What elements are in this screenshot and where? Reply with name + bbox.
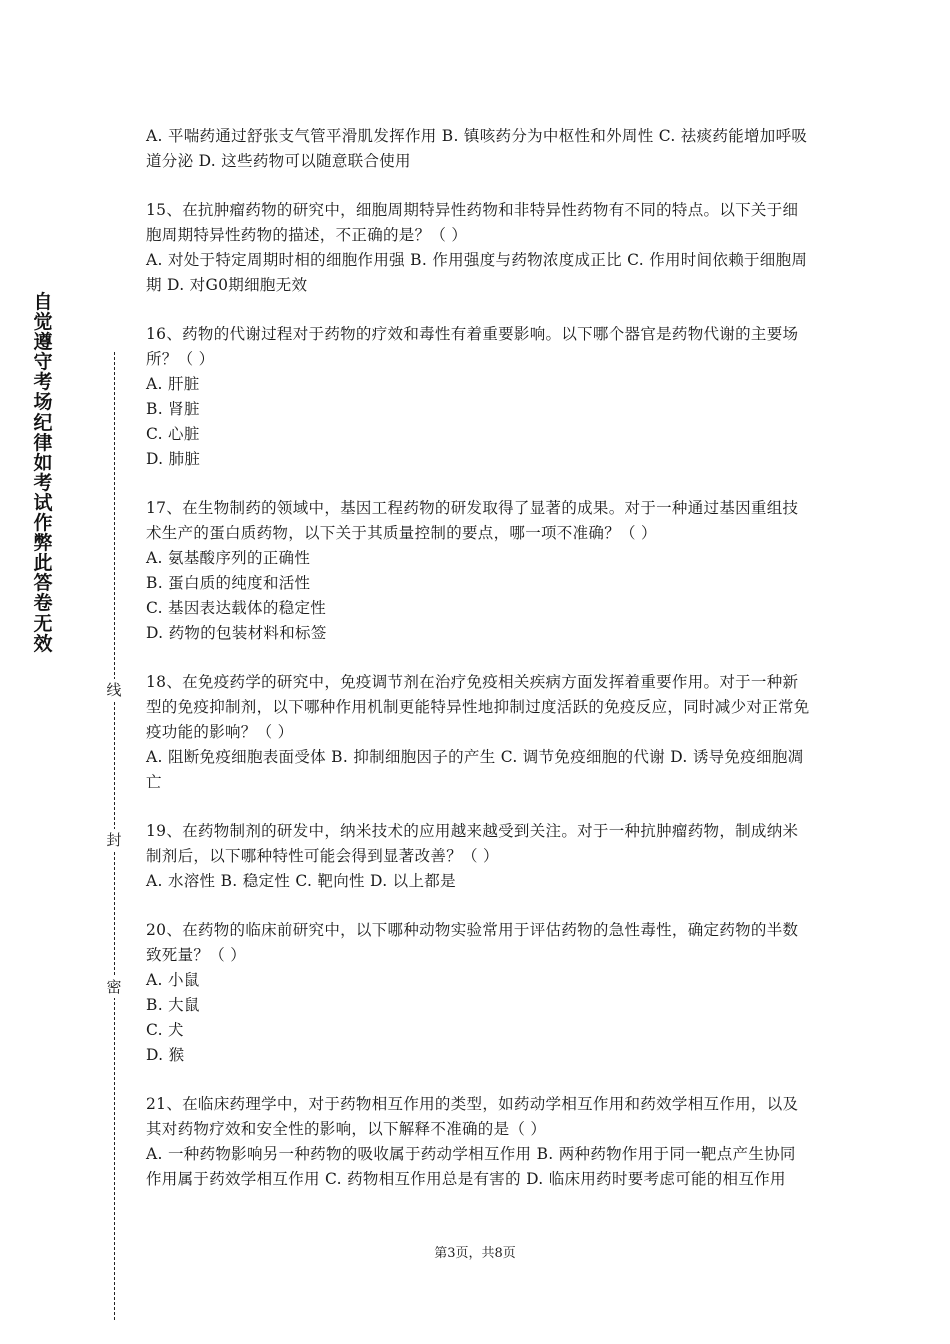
exam-content — [146, 124, 810, 1216]
option-c: C. 基因表达载体的稳定性 — [146, 599, 327, 617]
side-warning-char: 守 — [33, 351, 53, 374]
side-warning-char: 试 — [33, 491, 53, 514]
question-21 — [146, 1092, 810, 1192]
option-d: D. 药物的包装材料和标签 — [146, 624, 327, 642]
carryover-options: A. 平喘药通过舒张支气管平滑肌发挥作用 B. 镇咳药分为中枢性和外周性 C. 祛痰药能增加呼吸道分泌 D. 这些药物可以随意联合使用 — [146, 127, 808, 170]
question-options-inline: A. 对处于特定周期时相的细胞作用强 B. 作用强度与药物浓度成正比 C. 作用时间依赖于细胞周期 D. 对G0期细胞无效 — [146, 251, 808, 294]
side-warning-char: 卷 — [33, 592, 53, 615]
question-stem: 21、在临床药理学中，对于药物相互作用的类型，如药动学相互作用和药效学相互作用，以及其对药物疗效和安全性的影响，以下解释不准确的是（ ） — [146, 1095, 799, 1138]
question-18 — [146, 670, 810, 795]
question-17 — [146, 496, 810, 646]
side-warning-char: 弊 — [33, 532, 53, 555]
option-b: B. 蛋白质的纯度和活性 — [146, 574, 311, 592]
page-footer: 第3页，共8页 — [434, 1246, 516, 1261]
question-options-inline: A. 一种药物影响另一种药物的吸收属于药动学相互作用 B. 两种药物作用于同一靶点产生协同作用属于药效学相互作用 C. 药物相互作用总是有害的 D. 临床用药时要考虑可能的相互作用 — [146, 1145, 796, 1188]
side-warning-char: 自 — [33, 291, 53, 313]
question-stem: 15、在抗肿瘤药物的研究中，细胞周期特异性药物和非特异性药物有不同的特点。以下关于细胞周期特异性药物的描述，不正确的是？（ ） — [146, 201, 799, 244]
binding-label-seal: 封 — [104, 829, 124, 851]
side-warning-char: 考 — [33, 471, 53, 494]
question-stem: 17、在生物制药的领域中，基因工程药物的研发取得了显著的成果。对于一种通过基因重组技术生产的蛋白质药物，以下关于其质量控制的要点，哪一项不准确？（ ） — [146, 499, 799, 542]
option-d: D. 猴 — [146, 1046, 185, 1064]
side-warning-char: 无 — [33, 612, 53, 635]
side-warning-char: 考 — [33, 371, 53, 394]
option-a: A. 氨基酸序列的正确性 — [146, 549, 311, 567]
option-b: B. 大鼠 — [146, 996, 200, 1014]
question-15 — [146, 198, 810, 298]
question-20 — [146, 918, 810, 1068]
binding-label-secret: 密 — [104, 976, 124, 998]
option-d: D. 肺脏 — [146, 450, 201, 468]
side-warning-char: 如 — [33, 451, 53, 474]
side-warning-text — [30, 292, 56, 654]
option-b: B. 肾脏 — [146, 400, 200, 418]
option-c: C. 犬 — [146, 1021, 184, 1039]
question-stem: 20、在药物的临床前研究中，以下哪种动物实验常用于评估药物的急性毒性，确定药物的半数致死量？（ ） — [146, 921, 799, 964]
side-warning-char: 场 — [33, 391, 53, 414]
question-stem: 16、药物的代谢过程对于药物的疗效和毒性有着重要影响。以下哪个器官是药物代谢的主要场所？（ ） — [146, 325, 799, 368]
question-options-inline: A. 水溶性 B. 稳定性 C. 靶向性 D. 以上都是 — [146, 872, 456, 890]
option-a: A. 小鼠 — [146, 971, 200, 989]
side-warning-char: 遵 — [33, 331, 53, 354]
side-warning-char: 此 — [33, 552, 53, 575]
option-c: C. 心脏 — [146, 425, 200, 443]
question-stem: 19、在药物制剂的研发中，纳米技术的应用越来越受到关注。对于一种抗肿瘤药物，制成纳米制剂后，以下哪种特性可能会得到显著改善？（ ） — [146, 822, 799, 865]
question-16 — [146, 322, 810, 472]
side-warning-char: 纪 — [33, 411, 53, 434]
side-warning-char: 效 — [33, 632, 53, 655]
question-19 — [146, 819, 810, 894]
question-stem: 18、在免疫药学的研究中，免疫调节剂在治疗免疫相关疾病方面发挥着重要作用。对于一种新型的免疫抑制剂，以下哪种作用机制更能特异性地抑制过度活跃的免疫反应，同时减少对正常免疫功能的影响？（ ） — [146, 673, 810, 741]
side-warning-char: 答 — [33, 572, 53, 595]
side-warning-char: 觉 — [33, 311, 53, 334]
binding-label-line: 线 — [104, 679, 124, 701]
side-warning-char: 作 — [33, 512, 53, 535]
question-options-inline: A. 阻断免疫细胞表面受体 B. 抑制细胞因子的产生 C. 调节免疫细胞的代谢 D. 诱导免疫细胞凋亡 — [146, 748, 804, 791]
side-warning-char: 律 — [33, 431, 53, 454]
option-a: A. 肝脏 — [146, 375, 200, 393]
